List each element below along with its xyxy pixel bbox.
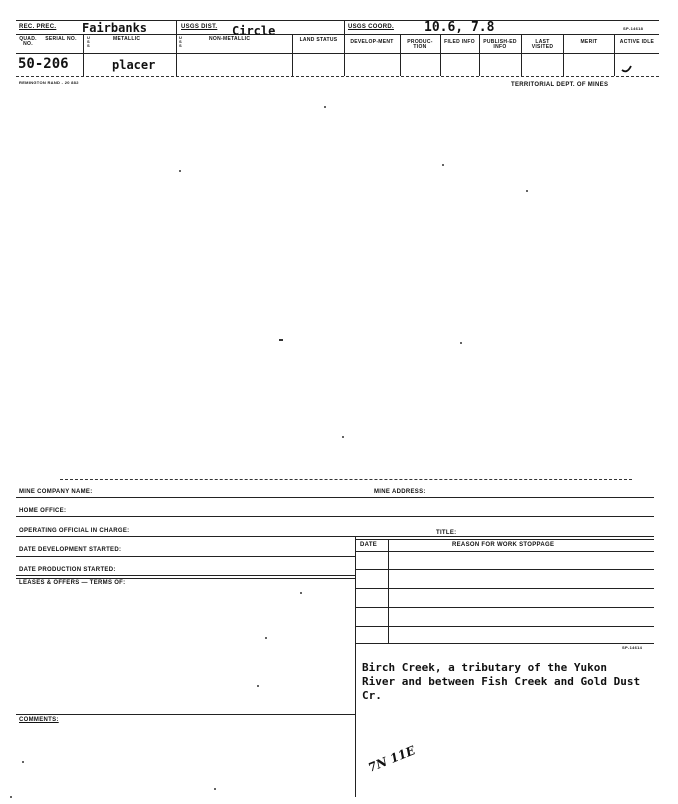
mine-address-label: MINE ADDRESS: xyxy=(374,489,426,495)
scan-speck xyxy=(279,339,283,341)
rule xyxy=(16,76,659,77)
check-mark-icon xyxy=(620,62,634,74)
quad-serial-value: 50-206 xyxy=(18,56,69,72)
date-production-label: DATE PRODUCTION STARTED: xyxy=(19,567,116,573)
col-filed-info: FILED INFO xyxy=(444,39,475,45)
scan-speck xyxy=(10,796,12,798)
rule xyxy=(344,20,345,76)
date-col-header: DATE xyxy=(360,542,378,548)
rule xyxy=(614,34,615,76)
rule xyxy=(355,551,654,552)
rule xyxy=(355,626,654,627)
dept-footer: TERRITORIAL DEPT. OF MINES xyxy=(511,82,609,88)
rule xyxy=(83,34,84,76)
usgs-dist-value: Circle xyxy=(232,24,276,38)
rec-prec-value: Fairbanks xyxy=(82,21,148,35)
form-code: SP-14618 xyxy=(623,26,644,31)
col-metallic: METALLIC xyxy=(113,36,141,42)
home-office-label: HOME OFFICE: xyxy=(19,508,67,514)
rule xyxy=(355,588,654,589)
rule xyxy=(16,578,356,579)
metallic-value: placer xyxy=(112,58,156,72)
rule xyxy=(292,34,293,76)
rule xyxy=(355,539,654,540)
rule xyxy=(388,539,389,643)
mine-company-name-label: MINE COMPANY NAME: xyxy=(19,489,93,495)
col-uss-right: U S S xyxy=(179,35,183,48)
col-serial-no: SERIAL NO. xyxy=(45,36,77,42)
rule xyxy=(16,575,356,576)
rule xyxy=(16,536,654,537)
rule xyxy=(521,34,522,76)
col-production: PRODUC-TION xyxy=(407,39,433,50)
form-code-2: SP-14614 xyxy=(622,645,643,650)
rule xyxy=(16,556,356,557)
rule xyxy=(400,34,401,76)
rule xyxy=(60,479,632,480)
scan-speck xyxy=(526,190,528,192)
rule xyxy=(563,34,564,76)
col-uss-left: U S S xyxy=(87,35,91,48)
rule xyxy=(176,20,177,76)
col-land-status: LAND STATUS xyxy=(299,37,338,43)
usgs-coord-value: 10.6, 7.8 xyxy=(424,20,495,35)
scan-speck xyxy=(300,592,302,594)
scan-speck xyxy=(179,170,181,172)
comments-label: COMMENTS: xyxy=(19,717,59,723)
leases-offers-label: LEASES & OFFERS — TERMS OF: xyxy=(19,580,126,586)
col-active-idle: ACTIVE IDLE xyxy=(619,39,655,45)
col-last-visited: LAST VISITED xyxy=(531,39,554,50)
scan-speck xyxy=(342,436,344,438)
col-development: DEVELOP-MENT xyxy=(350,39,394,45)
col-published-info: PUBLISH-ED INFO xyxy=(483,39,517,50)
rule xyxy=(355,569,654,570)
rule xyxy=(479,34,480,76)
rule xyxy=(355,607,654,608)
title-label: TITLE: xyxy=(436,530,457,536)
operating-official-label: OPERATING OFFICIAL IN CHARGE: xyxy=(19,528,130,534)
scan-speck xyxy=(22,761,24,763)
usgs-dist-label: USGS DIST. xyxy=(181,24,218,30)
rule xyxy=(440,34,441,76)
date-development-label: DATE DEVELOPMENT STARTED: xyxy=(19,547,122,553)
rule xyxy=(16,516,654,517)
col-non-metallic: NON-METALLIC xyxy=(209,36,251,42)
location-note: Birch Creek, a tributary of the Yukon River and between Fish Creek and Gold Dust Cr. xyxy=(362,661,641,702)
rule xyxy=(355,643,654,644)
rec-prec-label: REC. PREC. xyxy=(19,24,57,30)
scan-speck xyxy=(257,685,259,687)
rule xyxy=(16,714,356,715)
handwritten-township: 7N 11E xyxy=(366,743,418,775)
rule xyxy=(355,537,356,797)
reason-col-header: REASON FOR WORK STOPPAGE xyxy=(452,542,555,548)
scan-speck xyxy=(324,106,326,108)
scan-speck xyxy=(460,342,462,344)
scan-speck xyxy=(265,637,267,639)
rule xyxy=(16,497,654,498)
scan-speck xyxy=(214,788,216,790)
scan-speck xyxy=(442,164,444,166)
usgs-coord-label: USGS COORD. xyxy=(348,24,394,30)
col-merit: MERIT xyxy=(580,39,598,45)
printer-footer: REMINGTON RAND - 20 882 xyxy=(19,80,79,85)
col-quad-no: QUAD. NO. xyxy=(19,36,37,47)
